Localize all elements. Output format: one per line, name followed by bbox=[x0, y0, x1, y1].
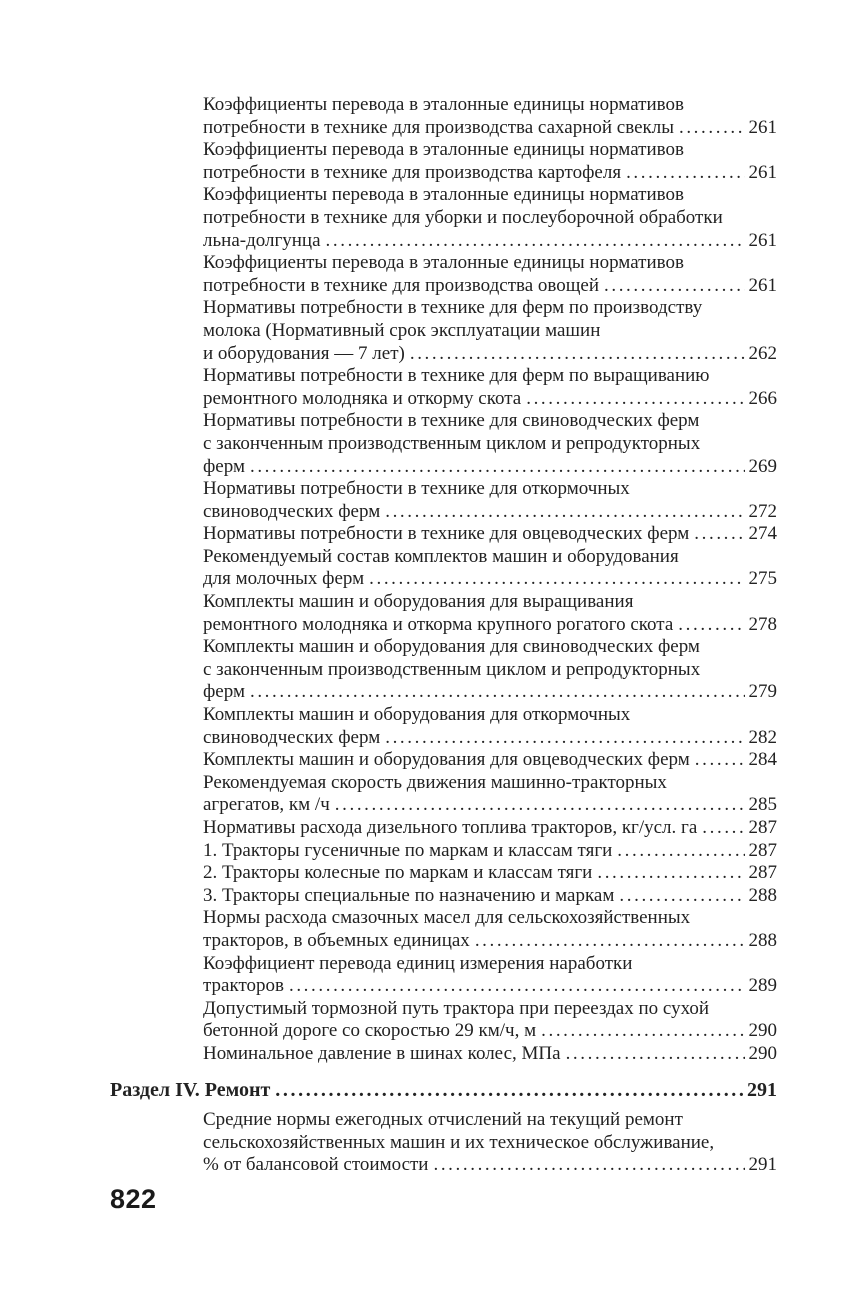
toc-entry-line bbox=[203, 885, 777, 908]
dot-leader bbox=[694, 523, 744, 546]
toc-entry-text: потребности в технике для производства картофеля bbox=[203, 161, 622, 183]
toc-entry-line bbox=[203, 704, 777, 727]
page-ref: 266 bbox=[748, 387, 777, 409]
toc-entry-line bbox=[203, 1154, 777, 1177]
toc-entry-line bbox=[110, 1079, 777, 1102]
toc-entry-text: тракторов bbox=[203, 975, 284, 997]
toc-entry bbox=[203, 139, 777, 184]
dot-leader bbox=[275, 1079, 743, 1102]
toc-entry-text: ремонтного молодняка и откорма крупного рогатого скота bbox=[203, 613, 674, 635]
toc-entry bbox=[203, 953, 777, 998]
toc-entry-line bbox=[203, 953, 777, 976]
toc-entry-line bbox=[203, 975, 777, 998]
toc-entry-text: Номинальное давление в шинах колес, МПа bbox=[203, 1042, 561, 1064]
dot-leader bbox=[369, 568, 744, 591]
toc-entry-text: ремонтного молодняка и откорму скота bbox=[203, 387, 522, 409]
page-number: 822 bbox=[110, 1184, 157, 1214]
page-ref: 288 bbox=[748, 929, 777, 951]
toc-entry-line bbox=[203, 343, 777, 366]
toc-entry-line bbox=[203, 410, 777, 433]
toc-entry-line bbox=[203, 501, 777, 524]
dot-leader bbox=[326, 230, 745, 253]
toc-entry bbox=[203, 94, 777, 139]
toc-entry-line bbox=[203, 591, 777, 614]
page-ref: 290 bbox=[748, 1042, 777, 1064]
toc-entry-line bbox=[203, 817, 777, 840]
dot-leader bbox=[250, 681, 745, 704]
toc-entry-text: Нормы расхода смазочных масел для сельскохозяйственных bbox=[203, 907, 691, 929]
toc-entry-line bbox=[203, 1132, 777, 1155]
toc-entry-line bbox=[203, 94, 777, 117]
toc-entry-text: Нормативы расхода дизельного топлива тракторов, кг/усл. га bbox=[203, 817, 698, 838]
toc-entry-line bbox=[203, 568, 777, 591]
toc-entry-text: ферм bbox=[203, 455, 245, 477]
toc-entry-line bbox=[203, 840, 777, 863]
toc-entry-text: молока (Нормативный срок эксплуатации машин bbox=[203, 319, 601, 341]
toc-entry-line bbox=[203, 252, 777, 275]
toc-entry-line bbox=[203, 456, 777, 479]
toc-entry-line bbox=[203, 907, 777, 930]
toc-entry bbox=[203, 184, 777, 252]
toc-entry-text: агрегатов, км /ч bbox=[203, 794, 330, 816]
dot-leader bbox=[617, 840, 744, 863]
toc-entry bbox=[203, 704, 777, 749]
dot-leader bbox=[604, 275, 745, 298]
toc-entry-text: свиноводческих ферм bbox=[203, 726, 381, 748]
toc-entry-text: и оборудования — 7 лет) bbox=[203, 342, 405, 364]
page-ref: 279 bbox=[748, 681, 777, 703]
toc-entry bbox=[203, 636, 777, 704]
page-ref: 285 bbox=[748, 794, 777, 816]
toc-entry-text: Коэффициент перевода единиц измерения наработки bbox=[203, 952, 633, 974]
toc-entry-text: с законченным производственным циклом и репродукторных bbox=[203, 658, 701, 680]
toc-entry-text: % от балансовой стоимости bbox=[203, 1154, 429, 1176]
toc-entry-line bbox=[203, 636, 777, 659]
page-ref: 284 bbox=[748, 749, 777, 771]
page-ref: 287 bbox=[748, 862, 777, 884]
toc-entry-text: 3. Тракторы специальные по назначению и маркам bbox=[203, 884, 615, 906]
toc-entry bbox=[203, 478, 777, 523]
dot-leader bbox=[289, 975, 745, 998]
toc-entry-line bbox=[203, 681, 777, 704]
toc-entry-line bbox=[203, 772, 777, 795]
toc-entry bbox=[203, 546, 777, 591]
dot-leader bbox=[678, 614, 744, 637]
toc-entry-line bbox=[203, 1020, 777, 1043]
toc-entry-line bbox=[203, 1109, 777, 1132]
page-ref: 261 bbox=[748, 229, 777, 251]
toc-entry-line bbox=[203, 523, 777, 546]
toc-entry-line bbox=[203, 614, 777, 637]
toc-entry-text: тракторов, в объемных единицах bbox=[203, 929, 470, 951]
toc-entry-text: Коэффициенты перевода в эталонные единицы нормативов bbox=[203, 94, 684, 115]
dot-leader bbox=[626, 162, 744, 185]
page-ref: 290 bbox=[748, 1020, 777, 1042]
page-ref: 261 bbox=[748, 116, 777, 138]
toc-entry-text: Нормативы потребности в технике для ферм по выращиванию bbox=[203, 365, 710, 387]
dot-leader bbox=[410, 343, 745, 366]
toc-entry bbox=[203, 817, 777, 840]
toc-entry-text: Нормативы потребности в технике для ферм по производству bbox=[203, 297, 703, 319]
toc-entry bbox=[203, 840, 777, 863]
toc-entry-line bbox=[203, 930, 777, 953]
page-ref: 287 bbox=[748, 839, 777, 861]
toc-entry bbox=[203, 1043, 777, 1066]
toc-entry-text: Комплекты машин и оборудования для откормочных bbox=[203, 704, 631, 726]
dot-leader bbox=[385, 727, 744, 750]
toc-entry-line bbox=[203, 727, 777, 750]
toc-entry-text: Комплекты машин и оборудования для овцеводческих ферм bbox=[203, 749, 690, 771]
page-ref: 288 bbox=[748, 884, 777, 906]
toc-entry-text: 2. Тракторы колесные по маркам и классам тяги bbox=[203, 862, 593, 884]
toc-entry-line bbox=[203, 275, 777, 298]
toc-entry-text: Комплекты машин и оборудования для выращивания bbox=[203, 591, 634, 613]
toc-entry-line bbox=[203, 117, 777, 140]
toc-entry-text: 1. Тракторы гусеничные по маркам и классам тяги bbox=[203, 839, 613, 861]
page-ref: 269 bbox=[748, 455, 777, 477]
toc-entry bbox=[203, 591, 777, 636]
toc-entry bbox=[203, 252, 777, 297]
toc-entry-line bbox=[203, 207, 777, 230]
dot-leader bbox=[695, 749, 745, 772]
dot-leader bbox=[619, 885, 744, 908]
toc-entry-text: Нормативы потребности в технике для свиноводческих ферм bbox=[203, 410, 700, 432]
page-ref: 261 bbox=[748, 161, 777, 183]
toc-entry-text: Нормативы потребности в технике для овцеводческих ферм bbox=[203, 523, 690, 545]
toc-entry-line bbox=[203, 297, 777, 320]
toc-entry-line bbox=[203, 1043, 777, 1066]
toc-entry-text: Рекомендуемая скорость движения машинно-тракторных bbox=[203, 771, 667, 793]
toc-entry-line bbox=[203, 478, 777, 501]
toc-entry bbox=[203, 410, 777, 478]
toc-entry-line bbox=[203, 998, 777, 1021]
page-ref: 291 bbox=[748, 1154, 777, 1176]
page-ref: 282 bbox=[748, 726, 777, 748]
page-ref: 291 bbox=[747, 1078, 777, 1101]
toc-entry bbox=[203, 862, 777, 885]
toc-entry-text: Раздел IV. Ремонт bbox=[110, 1078, 271, 1101]
dot-leader bbox=[385, 501, 744, 524]
toc-entry-text: Нормативы потребности в технике для откормочных bbox=[203, 478, 630, 500]
toc-entry bbox=[203, 885, 777, 908]
toc-entry bbox=[203, 523, 777, 546]
toc-entry-line bbox=[203, 184, 777, 207]
toc-entry-line bbox=[203, 546, 777, 569]
toc-entry-text: Комплекты машин и оборудования для свиноводческих ферм bbox=[203, 636, 700, 658]
page-ref: 261 bbox=[748, 274, 777, 296]
toc-entry-line bbox=[203, 365, 777, 388]
dot-leader bbox=[335, 794, 745, 817]
toc-entry-text: Коэффициенты перевода в эталонные единицы нормативов bbox=[203, 139, 684, 161]
toc-entry-line bbox=[203, 388, 777, 411]
toc-entry-text: для молочных ферм bbox=[203, 568, 365, 590]
toc-section-heading bbox=[110, 1079, 777, 1102]
toc-entry bbox=[203, 365, 777, 410]
table-of-contents bbox=[110, 94, 777, 1177]
toc-entry-text: Допустимый тормозной путь трактора при переездах по сухой bbox=[203, 997, 710, 1019]
page-ref: 275 bbox=[748, 568, 777, 590]
dot-leader bbox=[526, 388, 744, 411]
dot-leader bbox=[475, 930, 745, 953]
toc-entry-line bbox=[203, 162, 777, 185]
toc-entry-line bbox=[203, 139, 777, 162]
toc-entry-line bbox=[203, 320, 777, 343]
page-ref: 272 bbox=[748, 500, 777, 522]
dot-leader bbox=[702, 817, 744, 840]
toc-entry bbox=[203, 998, 777, 1043]
toc-entry-line bbox=[203, 230, 777, 253]
page-ref: 278 bbox=[748, 613, 777, 635]
toc-entry-text: Средние нормы ежегодных отчислений на текущий ремонт bbox=[203, 1109, 683, 1131]
toc-entry-text: Рекомендуемый состав комплектов машин и оборудования bbox=[203, 545, 679, 567]
page-ref: 262 bbox=[748, 342, 777, 364]
toc-entry-text: потребности в технике для производства овощей bbox=[203, 274, 599, 296]
page-ref: 289 bbox=[748, 975, 777, 997]
toc-entry-text: потребности в технике для производства сахарной свеклы bbox=[203, 116, 674, 138]
dot-leader bbox=[541, 1020, 744, 1043]
toc-entry-line bbox=[203, 862, 777, 885]
toc-entry-text: потребности в технике для уборки и послеуборочной обработки bbox=[203, 206, 723, 228]
toc-entry-line bbox=[203, 749, 777, 772]
toc-entry bbox=[203, 297, 777, 365]
toc-entry-text: свиноводческих ферм bbox=[203, 500, 381, 522]
toc-entry-text: сельскохозяйственных машин и их техническое обслуживание, bbox=[203, 1131, 715, 1153]
page-ref: 274 bbox=[748, 523, 777, 545]
toc-entry-text: Коэффициенты перевода в эталонные единицы нормативов bbox=[203, 184, 684, 206]
dot-leader bbox=[250, 456, 745, 479]
dot-leader bbox=[566, 1043, 745, 1066]
toc-entry-text: бетонной дороге со скоростью 29 км/ч, м bbox=[203, 1020, 537, 1042]
toc-entry-text: с законченным производственным циклом и репродукторных bbox=[203, 432, 701, 454]
toc-entry-text: ферм bbox=[203, 681, 245, 703]
page-ref: 287 bbox=[748, 817, 777, 838]
dot-leader bbox=[597, 862, 744, 885]
toc-entry-line bbox=[203, 659, 777, 682]
toc-entry bbox=[203, 907, 777, 952]
dot-leader bbox=[679, 117, 745, 140]
toc-entry-text: льна-долгунца bbox=[203, 229, 321, 251]
dot-leader bbox=[433, 1154, 744, 1177]
toc-entry bbox=[203, 1109, 777, 1177]
toc-entry-line bbox=[203, 794, 777, 817]
toc-entry bbox=[203, 772, 777, 817]
toc-entry-text: Коэффициенты перевода в эталонные единицы нормативов bbox=[203, 252, 684, 274]
toc-entry bbox=[203, 749, 777, 772]
toc-entry-line bbox=[203, 433, 777, 456]
